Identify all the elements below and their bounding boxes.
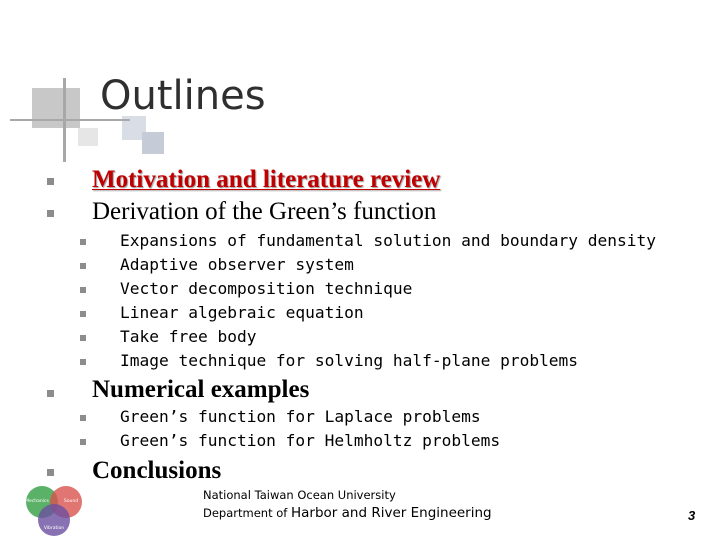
bullet-icon: [80, 335, 86, 341]
bullet-icon: [47, 178, 54, 185]
outline-item-numerical: Numerical examples: [92, 376, 310, 403]
msv-logo-icon: [22, 482, 86, 538]
bullet-icon: [47, 390, 54, 397]
bullet-icon: [80, 415, 86, 421]
outline-subitem: Green’s function for Laplace problems: [120, 407, 481, 426]
logo-label: Mechanics: [25, 499, 49, 504]
bullet-icon: [80, 439, 86, 445]
logo-label: Vibration: [43, 526, 65, 531]
outline-subitem: Vector decomposition technique: [120, 279, 413, 298]
outline-subitem: Green’s function for Helmholtz problems: [120, 431, 501, 450]
outline-item-conclusions: Conclusions: [92, 457, 222, 484]
slide-title: Outlines: [100, 73, 266, 119]
outline-subitem: Expansions of fundamental solution and boundary density: [120, 231, 657, 250]
outline-subitem: Linear algebraic equation: [120, 303, 364, 322]
bullet-icon: [80, 311, 86, 317]
bullet-icon: [47, 210, 54, 217]
title-decoration-square: [78, 128, 98, 146]
footer-university: National Taiwan Ocean University: [203, 488, 396, 502]
bullet-icon: [80, 359, 86, 365]
outline-subitem: Image technique for solving half-plane problems: [120, 351, 579, 370]
bullet-icon: [47, 469, 54, 476]
bullet-icon: [80, 287, 86, 293]
footer-dept-prefix: Department of: [203, 506, 288, 520]
outline-subitem: Adaptive observer system: [120, 255, 354, 274]
outline-item-motivation[interactable]: Motivation and literature review: [92, 166, 441, 193]
logo-label: Sound: [63, 499, 79, 504]
outline-item-derivation: Derivation of the Green’s function: [92, 198, 437, 225]
bullet-icon: [80, 263, 86, 269]
page-number: 3: [688, 508, 696, 523]
footer-dept-name: Harbor and River Engineering: [291, 505, 492, 521]
title-decoration-horizontal-line: [10, 119, 130, 121]
title-decoration-square: [142, 132, 164, 154]
title-decoration-square: [32, 88, 80, 128]
bullet-icon: [80, 239, 86, 245]
footer-department: [203, 505, 492, 521]
outline-subitem: Take free body: [120, 327, 257, 346]
